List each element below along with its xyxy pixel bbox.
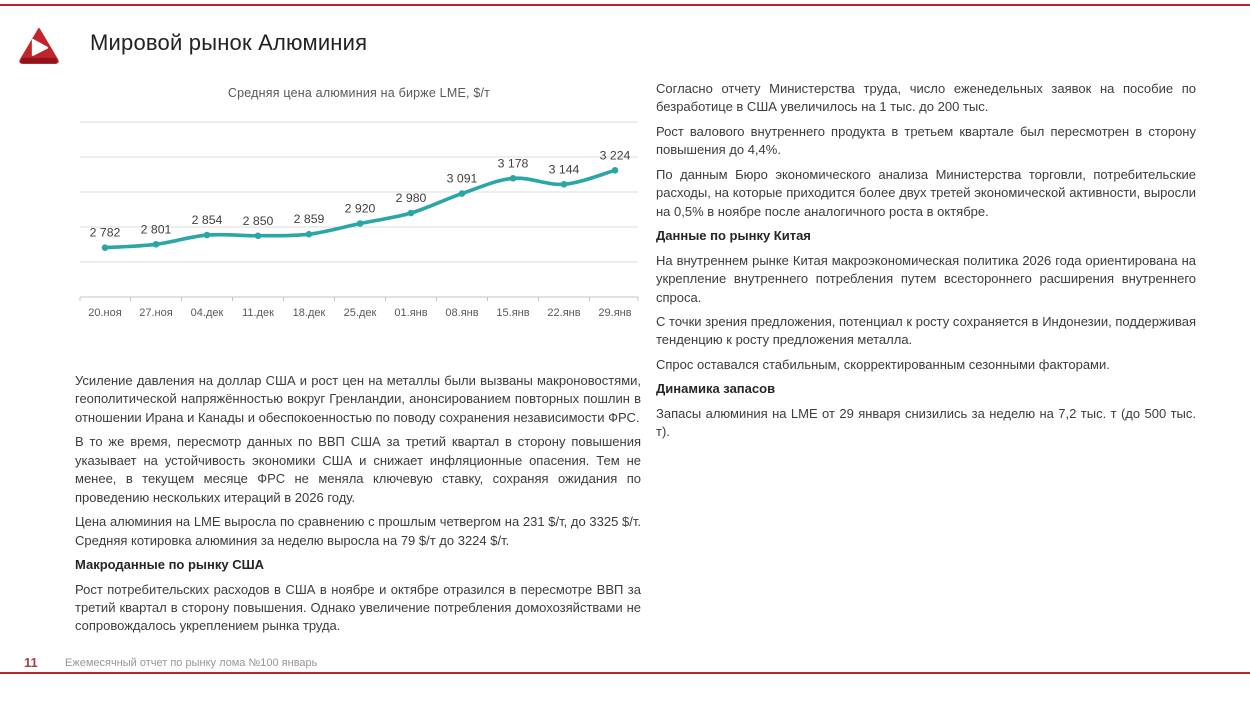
- bottom-accent-line: [0, 672, 1250, 674]
- paragraph: По данным Бюро экономического анализа Министерства торговли, потребительские расходы, на которые приходится более двух третей экономической активности, выросли на 0,5% в ноябре после аналогичного роста в октябре.: [656, 166, 1196, 219]
- chart-point-label: 2 782: [89, 225, 121, 240]
- section-heading: Данные по рынку Китая: [656, 228, 811, 244]
- chart-x-label: 18.дек: [292, 307, 326, 319]
- chart-point: [408, 210, 415, 217]
- paragraph: Рост потребительских расходов в США в ноябре и октябре отразился в пересмотре ВВП за третий квартал в сторону повышения. Однако увеличение потребления домохозяйствами не сопровождалось укреплением рынка труда.: [75, 581, 641, 634]
- paragraph: Согласно отчету Министерства труда, число еженедельных заявок на пособие по безработице в США увеличилось на 1 тыс. до 200 тыс.: [656, 81, 1196, 115]
- paragraph: Спрос оставался стабильным, скорректированным сезонными факторами.: [656, 356, 1110, 372]
- paragraph: На внутреннем рынке Китая макроэкономическая политика 2026 года ориентирована на укрепление внутреннего потребления путем всестороннего расширения внутреннего спроса.: [656, 252, 1196, 305]
- chart-point: [153, 241, 160, 248]
- chart-x-label: 22.янв: [547, 307, 581, 319]
- chart-point: [255, 232, 262, 239]
- chart-x-label: 11.дек: [242, 307, 274, 319]
- paragraph: В то же время, пересмотр данных по ВВП США за третий квартал в сторону повышения указывает на устойчивость экономики США и снижает инфляционные опасения. Тем не менее, в текущем месяце ФРС не меняла ключевую ставку, сохраняя ожидания по проведению нескольких итераций в 2026 году.: [75, 434, 641, 505]
- logo-shadow: [21, 58, 58, 63]
- paragraph: С точки зрения предложения, потенциал к росту сохраняется в Индонезии, поддерживая тенденцию к росту предложения металла.: [656, 313, 1196, 348]
- chart-point: [612, 167, 619, 174]
- chart-point: [561, 181, 568, 188]
- paragraph: Рост валового внутреннего продукта в третьем квартале был пересмотрен в сторону повышения до 4,4%.: [656, 123, 1196, 158]
- chart-point: [306, 231, 313, 238]
- page-title: Мировой рынок Алюминия: [90, 30, 368, 55]
- chart-point-label: 2 920: [344, 201, 376, 216]
- line-chart: [78, 104, 640, 352]
- chart-x-label: 27.ноя: [139, 307, 173, 319]
- paragraph: Цена алюминия на LME выросла по сравнению с прошлым четвергом на 231 $/т, до 3325 $/т. Средняя котировка алюминия за неделю выросла на 79 $/т до 3224 $/т.: [75, 514, 641, 548]
- chart-point-label: 2 850: [242, 213, 274, 228]
- chart-x-label: 20.ноя: [88, 307, 122, 319]
- chart-x-label: 15.янв: [496, 307, 530, 319]
- page-number: 11: [24, 655, 38, 670]
- chart-x-label: 04.дек: [190, 307, 224, 319]
- footer-report-name: Ежемесячный отчет по рынку лома №100 январь: [65, 657, 318, 669]
- paragraph: Усиление давления на доллар США и рост цен на металлы были вызваны макроновостями, геополитической напряжённостью вокруг Гренландии, анонсированием повторных пошлин в отношении Ирана и Канады и обеспокоенностью по поводу сохранения независимости ФРС.: [75, 373, 641, 425]
- chart-point-label: 2 980: [395, 191, 427, 205]
- chart-point-label: 3 224: [599, 148, 631, 163]
- chart-x-label: 29.янв: [598, 307, 632, 319]
- chart-x-label: 08.янв: [445, 307, 479, 319]
- chart-point-label: 2 801: [140, 222, 172, 237]
- chart-point: [459, 190, 466, 197]
- left-text-column: [75, 372, 641, 642]
- paragraph: Запасы алюминия на LME от 29 января снизились за неделю на 7,2 тыс. т (до 500 тыс. т).: [656, 405, 1196, 440]
- chart-point: [510, 175, 517, 182]
- chart-point-label: 3 178: [497, 156, 529, 171]
- section-heading: Динамика запасов: [656, 381, 776, 397]
- chart-point-label: 3 144: [548, 162, 580, 177]
- company-logo-icon: [18, 26, 60, 66]
- chart-point: [357, 220, 364, 227]
- chart-point: [204, 232, 211, 239]
- chart-point: [102, 244, 109, 251]
- chart-x-label: 01.янв: [394, 307, 428, 319]
- chart-point-label: 2 859: [293, 212, 325, 227]
- aluminium-price-chart: [78, 86, 640, 352]
- top-accent-line: [0, 4, 1250, 6]
- chart-x-label: 25.дек: [343, 307, 377, 319]
- section-heading: Макроданные по рынку США: [75, 557, 265, 573]
- right-text-column: [656, 80, 1196, 448]
- chart-point-label: 2 854: [191, 213, 223, 228]
- chart-point-label: 3 091: [446, 171, 478, 186]
- chart-title: Средняя цена алюминия на бирже LME, $/т: [227, 86, 491, 100]
